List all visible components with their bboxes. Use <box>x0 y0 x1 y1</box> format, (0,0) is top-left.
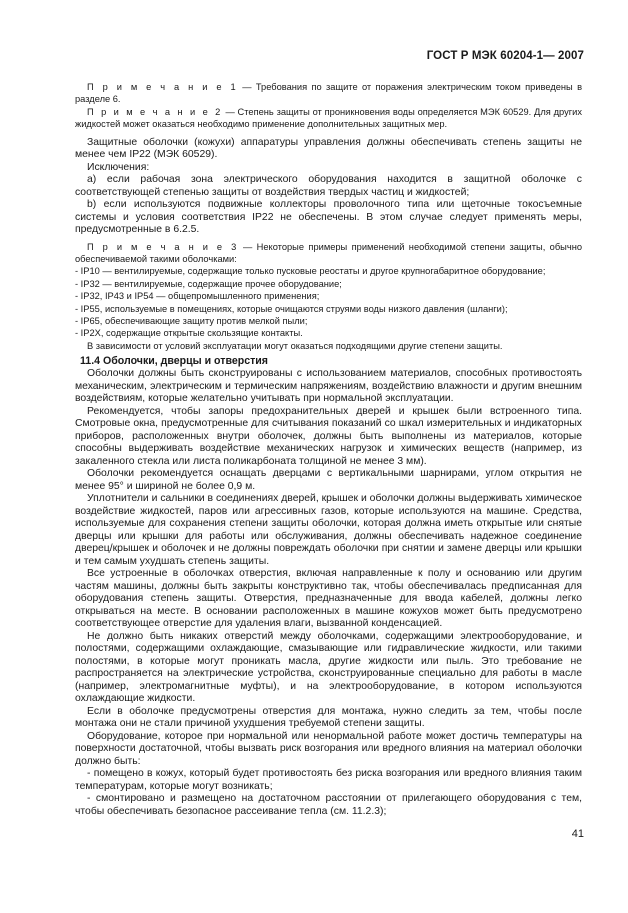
note-3-text: — Некоторые примеры применений необходимой степени защиты, обычно обеспечиваемой такими оболочками: <box>75 241 583 265</box>
list-item: - IP65, обеспечивающие защиту против мелкой пыли; <box>75 316 308 327</box>
page-content <box>75 81 582 818</box>
note-2 <box>75 106 582 131</box>
note-1-text: — Требования по защите от поражения электрическим током приведены в разделе 6. <box>75 82 583 105</box>
body-paragraph: Оболочки рекомендуется оснащать дверцами с вертикальными шарнирами, углом открытия не менее 95° и шириной не более 0,9 м. <box>75 468 582 492</box>
list-item: - IP10 — вентилируемые, содержащие только пусковые реостаты и другое крупногабаритное оборудование; <box>75 266 546 277</box>
body-paragraph: Не должно быть никаких отверстий между оболочками, содержащими электрооборудование, и полостями, содержащими охлаждающие, смазывающие или гидравлические жидкости, или такими полостями, в которые могут проникать масла, другие жидкости или пыль. Это требование не распространяется на электрические устройства, сконструированные специально для работы в масле (например, электромагнитные муфты), и на электрооборудование, в котором используются охлаждающие жидкости. <box>75 630 582 705</box>
note-2-label: П р и м е ч а н и е 2 <box>87 106 223 117</box>
note-1-label: П р и м е ч а н и е 1 <box>87 82 238 92</box>
section-heading <box>75 355 582 368</box>
body-paragraph: Оболочки должны быть сконструированы с использованием материалов, способных противостоять механическим, электрическим и термическим напряжениям, воздействию влажности и другим внешним воздействиям, которые желательно учитывать при нормальной эксплуатации. <box>75 368 582 405</box>
standard-code-header: ГОСТ Р МЭК 60204-1— 2007 <box>426 50 584 62</box>
body-paragraph: - смонтировано и размещено на достаточном расстоянии от прилегающего оборудования с тем, чтобы обеспечивать безопасное рассеивание тепла (см. 11.2.3); <box>75 793 582 817</box>
list-item: - IP32, IP43 и IP54 — общепромышленного применения; <box>75 291 320 302</box>
body-paragraph: Если в оболочке предусмотрены отверстия для монтажа, нужно следить за тем, чтобы после монтажа они не стали причиной ухудшения требуемой степени защиты. <box>75 705 582 730</box>
body-paragraph: - помещено в кожух, который будет противостоять без риска возгорания или вредного влияния таким температурам, которые могут возникать; <box>75 768 582 792</box>
enclosure-paragraph: Защитные оболочки (кожухи) аппаратуры управления должны обеспечивать степень защиты не менее чем IP22 (МЭК 60529). <box>75 136 582 161</box>
body-paragraph: Уплотнители и сальники в соединениях дверей, крышек и оболочки должны выдерживать химическое воздействие жидкостей, паров или агрессивных газов, которые используются на машине. Средства, используемые для сохранения степени защиты оболочки, которая должна иметь открытые или снятые дверцы или крышки для работы или обслуживания, должны обеспечивать надежное соединение дверец/крышек и оболочек и не должны повреждать оболочки при снятии и замене дверцы или крышки и тем самым ухудшать степень защиты. <box>75 493 582 567</box>
body-paragraph: Оборудование, которое при нормальной или ненормальной работе может достичь температуры на поверхности достаточной, чтобы вызвать риск возгорания или вредного влияния на материал оболочки должно быть: <box>75 730 582 767</box>
exceptions-title: Исключения: <box>87 161 150 173</box>
note-3-label: П р и м е ч а н и е 3 <box>87 241 239 252</box>
exception-a: а) если рабочая зона электрического оборудования находится в защитной оболочке с соответствующей степенью защиты от воздействия твердых частиц и жидкостей; <box>75 174 582 198</box>
section-title: Оболочки, дверцы и отверстия <box>103 355 268 368</box>
exception-b: b) если используются подвижные коллекторы проволочного типа или щеточные токосъемные системы и условия соответствия IP22 не обеспечены. В этом случае следует применять меры, предусмотренные в 6.2.5. <box>75 199 582 236</box>
section-number: 11.4 <box>80 355 101 368</box>
note-3-tail: В зависимости от условий эксплуатации могут оказаться подходящими другие степени защиты. <box>87 340 503 351</box>
note-1 <box>75 81 582 106</box>
note-3 <box>75 241 582 266</box>
body-paragraph: Рекомендуется, чтобы запоры предохранительных дверей и крышек были встроенного типа. Смотровые окна, предусмотренные для считывания показаний со шкал измерительных и индикаторных приборов, расположенных внутри оболочек, должны быть выполнены из материалов, которые способны выдерживать воздействие механических нагрузок и химических веществ (например, из закаленного стекла или листа поликарбоната толщиной не менее 3 мм). <box>75 405 582 467</box>
ip-list <box>75 265 582 339</box>
list-item: - IP2X, содержащие открытые скользящие контакты. <box>75 328 303 339</box>
list-item: - IP32 — вентилируемые, содержащие прочее оборудование; <box>75 278 342 289</box>
page-number: 41 <box>571 828 584 840</box>
body-paragraph: Все устроенные в оболочках отверстия, включая направленные к полу и основанию или другим частям машины, должны быть закрыты конструктивно так, чтобы обеспечивалась предписанная для оборудования степень защиты. Отверстия, предназначенные для ввода кабелей, должны легко открываться на месте. В основании расположенных в машине кожухов может быть предусмотрено соответствующее отверстие для удаления влаги, вызванной конденсацией. <box>75 568 582 630</box>
list-item: - IP55, используемые в помещениях, которые очищаются струями воды низкого давления (шланги); <box>75 303 508 314</box>
note-2-text: — Степень защиты от проникновения воды определяется МЭК 60529. Для других жидкостей может оказаться необходимо применение дополнительных защитных мер. <box>75 106 582 130</box>
